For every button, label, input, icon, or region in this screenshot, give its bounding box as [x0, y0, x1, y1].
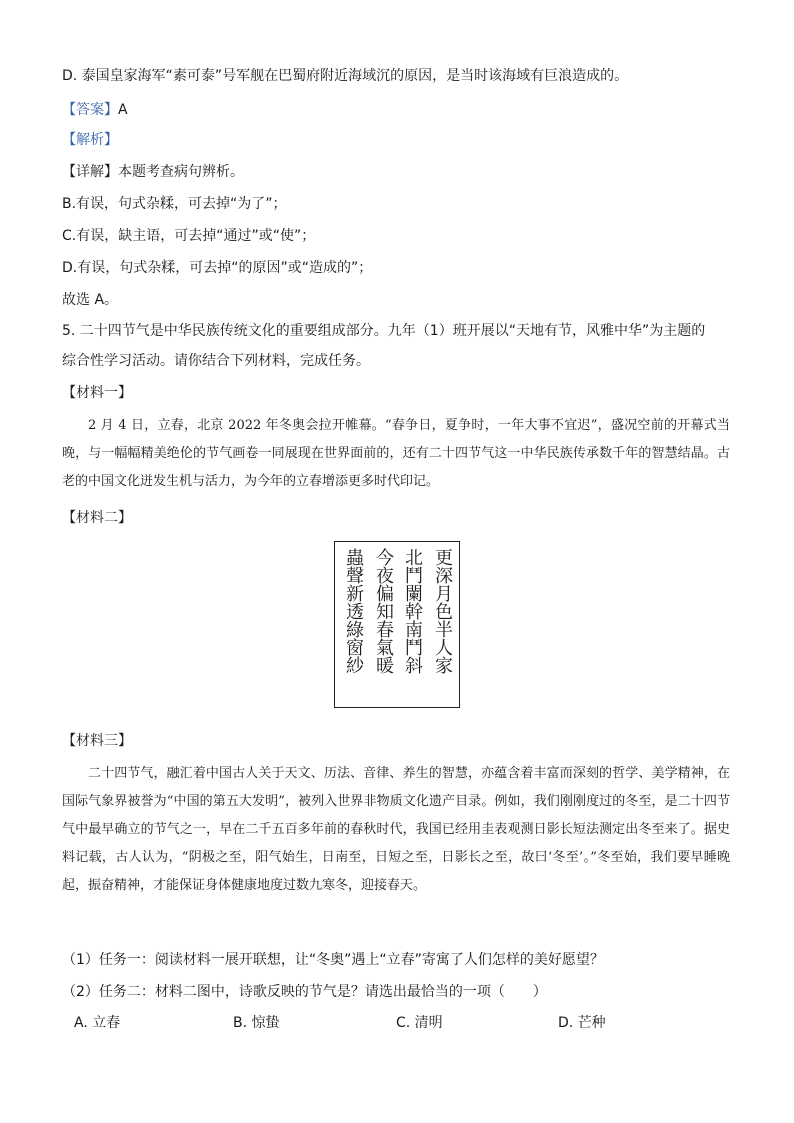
final-choice: 故选 A。 [62, 292, 119, 308]
material-3-paragraph: 二十四节气，融汇着中国古人关于天文、历法、音律、养生的智慧，亦蕴含着丰富而深刻的哲学、美学精神，在国际气象界被誉为“中国的第五大发明”，被列入世界非物质文化遗产目录。例如，我们刚刚度过的冬至，是二十四节气中最早确立的节气之一，早在二千五百多年前的春秋时代，我国已经用圭表观测日影长短法测定出冬至来了。据史料记载，古人认为，“阴极之至，阳气始生，日南至，日短之至，日影长之至，故曰‘冬至’。”冬至始，我们要早睡晚起，振奋精神，才能保证身体健康地度过数九寒冬，迎接春天。 [62, 766, 730, 893]
answer-line [62, 100, 128, 120]
poem-column-3: 今夜偏知春氣暖 [373, 548, 394, 674]
detail-line: 【详解】本题考查病句辨析。 [62, 164, 244, 180]
option-a: A. 立春 [74, 1015, 121, 1031]
option-d: D. 芒种 [558, 1015, 606, 1031]
explanation-c: C.有误，缺主语，可去掉“通过”或“使”； [62, 228, 316, 244]
material-2-label: 【材料二】 [62, 510, 132, 526]
option-d-previous: D. 泰国皇家海军“素可泰”号军舰在巴蜀府附近海域沉的原因，是当时该海域有巨浪造成的。 [62, 68, 629, 84]
answer-label: 【答案】 [62, 102, 118, 118]
answer-value: A [118, 102, 128, 118]
explanation-d: D.有误，句式杂糅，可去掉“的原因”或“造成的”； [62, 260, 373, 276]
material-3-text [62, 760, 730, 900]
poem-image [334, 541, 460, 708]
poem-column-1: 更深月色半人家 [432, 548, 453, 674]
material-1-text [62, 412, 730, 496]
question-5-line-2: 综合性学习活动。请你结合下列材料，完成任务。 [62, 353, 370, 369]
option-c: C. 清明 [396, 1015, 443, 1031]
task-1: （1）任务一：阅读材料一展开联想，让“冬奥”遇上“立春”寄寓了人们怎样的美好愿望？ [62, 952, 604, 968]
question-5-line-1: 5. 二十四节气是中华民族传统文化的重要组成部分。九年（1）班开展以“天地有节，风雅中华”为主题的 [62, 323, 706, 339]
analysis-label: 【解析】 [62, 132, 118, 148]
explanation-b: B.有误，句式杂糅，可去掉“为了”； [62, 196, 287, 212]
option-b: B. 惊蛰 [233, 1015, 280, 1031]
poem-column-4: 蟲聲新透綠窗紗 [343, 548, 364, 674]
poem-column-2: 北鬥闌幹南鬥斜 [402, 548, 423, 674]
material-1-paragraph: 2 月 4 日，立春，北京 2022 年冬奥会拉开帷幕。“春争日，夏争时，一年大事不宜迟”，盛况空前的开幕式当晚，与一幅幅精美绝伦的节气画卷一同展现在世界面前的，还有二十四节气这一中华民族传承数千年的智慧结晶。古老的中国文化迸发生机与活力，为今年的立春增添更多时代印记。 [62, 418, 730, 489]
material-3-label: 【材料三】 [62, 733, 132, 749]
material-1-label: 【材料一】 [62, 385, 132, 401]
task-2: （2）任务二：材料二图中，诗歌反映的节气是？请选出最恰当的一项（ ） [62, 984, 547, 1000]
